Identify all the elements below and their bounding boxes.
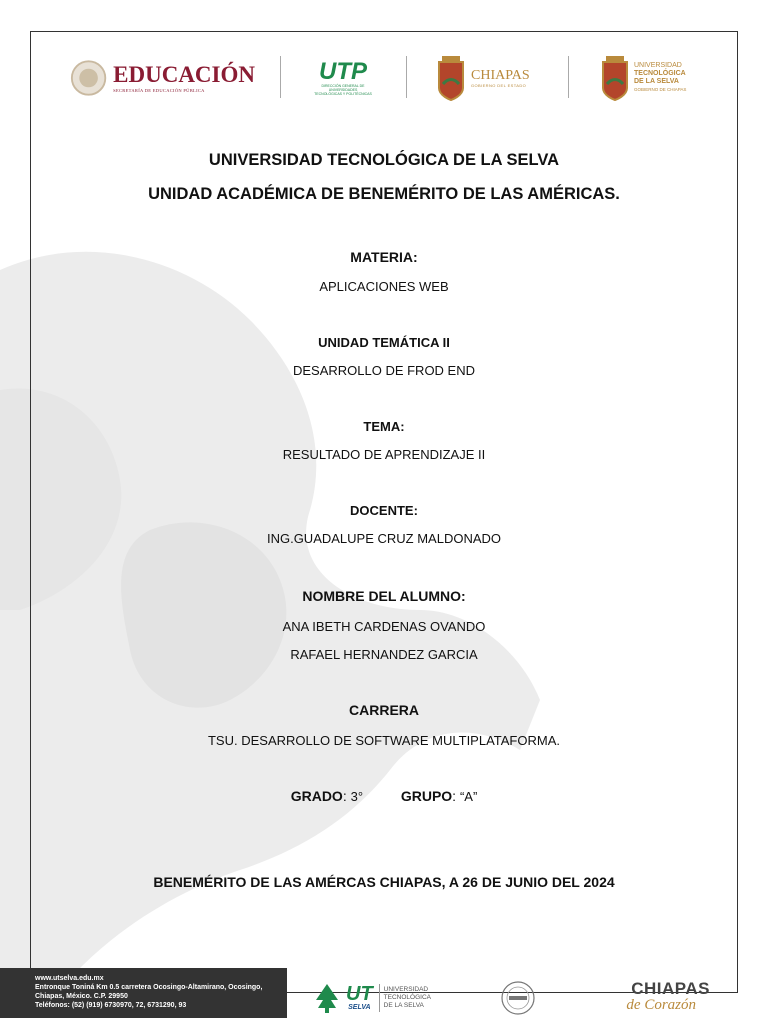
footer-website: www.utselva.edu.mx — [35, 975, 104, 982]
educacion-logo — [70, 48, 255, 108]
grupo-colon: : — [452, 788, 460, 804]
tema-value: RESULTADO DE APRENDIZAJE II — [282, 447, 486, 462]
utp-subtitle-1: DIRECCIÓN GENERAL DE UNIVERSIDADES — [321, 84, 365, 92]
alumno-label: NOMBRE DEL ALUMNO: — [302, 588, 466, 604]
ut-title: UT — [346, 983, 373, 1005]
grado-value: 3° — [350, 789, 364, 804]
mexico-seal-icon — [70, 58, 107, 98]
logo-divider — [406, 56, 407, 98]
academic-unit-title: UNIDAD ACADÉMICA DE BENEMÉRITO DE LAS AMÉRICAS. — [148, 185, 620, 203]
educacion-subtitle: SECRETARÍA DE EDUCACIÓN PÚBLICA — [113, 87, 205, 93]
unidad-label: UNIDAD TEMÁTICA II — [318, 335, 450, 350]
utp-logo — [308, 48, 378, 108]
utp-title: UTP — [319, 58, 367, 85]
chiapas-coat-of-arms-icon — [600, 54, 630, 102]
chiapas-coat-of-arms-icon — [436, 54, 466, 102]
chiapas-subtitle: GOBIERNO DEL ESTADO — [471, 83, 527, 88]
chiapas-title: CHIAPAS — [471, 68, 530, 83]
ut-text-block — [384, 986, 431, 1010]
grado-label: GRADO — [290, 788, 343, 804]
ut-line-2: TECNOLÓGICA — [383, 994, 431, 1001]
tree-icon — [312, 982, 342, 1014]
footer-address-line: Chiapas, México. C.P. 29950 — [35, 993, 128, 1000]
utp-subtitle-2: TECNOLÓGICAS Y POLITÉCNICAS — [314, 92, 372, 96]
educacion-title: EDUCACIÓN — [113, 61, 255, 87]
university-title: UNIVERSIDAD TECNOLÓGICA DE LA SELVA — [208, 151, 560, 169]
materia-value: APLICACIONES WEB — [319, 279, 449, 294]
ut-line-1: UNIVERSIDAD — [383, 986, 429, 993]
chiapas-slogan-subtitle: de Corazón — [626, 997, 696, 1013]
tema-label: TEMA: — [363, 419, 405, 434]
footer-contact-box — [0, 968, 287, 1018]
chiapas-slogan-title: CHIAPAS — [631, 979, 710, 998]
uts-government-logo — [600, 48, 710, 108]
alumno-name: RAFAEL HERNANDEZ GARCIA — [290, 647, 478, 662]
logo-divider — [568, 56, 569, 98]
footer-address-line: Entronque Toniná Km 0.5 carretera Ocosingo-Altamirano, Ocosingo, — [35, 984, 263, 991]
ut-subtitle: SELVA — [348, 1004, 371, 1011]
alumno-name: ANA IBETH CARDENAS OVANDO — [282, 619, 486, 634]
header-logos — [40, 48, 730, 108]
grado-grupo-line — [30, 788, 738, 804]
uts-line-3: DE LA SELVA — [634, 78, 679, 85]
logo-divider — [379, 984, 380, 1012]
docente-label: DOCENTE: — [350, 503, 418, 518]
footer-phones: Teléfonos: (52) (919) 6730970, 72, 6731290, 93 — [35, 1002, 187, 1009]
unidad-value: DESARROLLO DE FROD END — [292, 363, 476, 378]
docente-value: ING.GUADALUPE CRUZ MALDONADO — [266, 531, 502, 546]
materia-label: MATERIA: — [350, 249, 418, 265]
uts-line-2: TECNOLÓGICA — [634, 70, 686, 77]
certification-seal-icon — [500, 980, 536, 1016]
ut-line-3: DE LA SELVA — [383, 1002, 424, 1009]
grupo-value: “A” — [459, 789, 478, 804]
uts-line-4: GOBIERNO DE CHIAPAS — [634, 87, 687, 92]
chiapas-de-corazon-logo — [590, 980, 710, 1012]
footer-ut-logo — [312, 978, 431, 1018]
carrera-value: TSU. DESARROLLO DE SOFTWARE MULTIPLATAFORMA. — [207, 733, 560, 748]
uts-line-1: UNIVERSIDAD — [634, 62, 682, 69]
grupo-label: GRUPO — [400, 788, 453, 804]
chiapas-logo — [436, 48, 546, 108]
logo-divider — [280, 56, 281, 98]
place-date: BENEMÉRITO DE LAS AMÉRCAS CHIAPAS, A 26 DE JUNIO DEL 2024 — [153, 874, 615, 890]
carrera-label: CARRERA — [349, 702, 419, 718]
grado-colon: : — [342, 788, 351, 804]
